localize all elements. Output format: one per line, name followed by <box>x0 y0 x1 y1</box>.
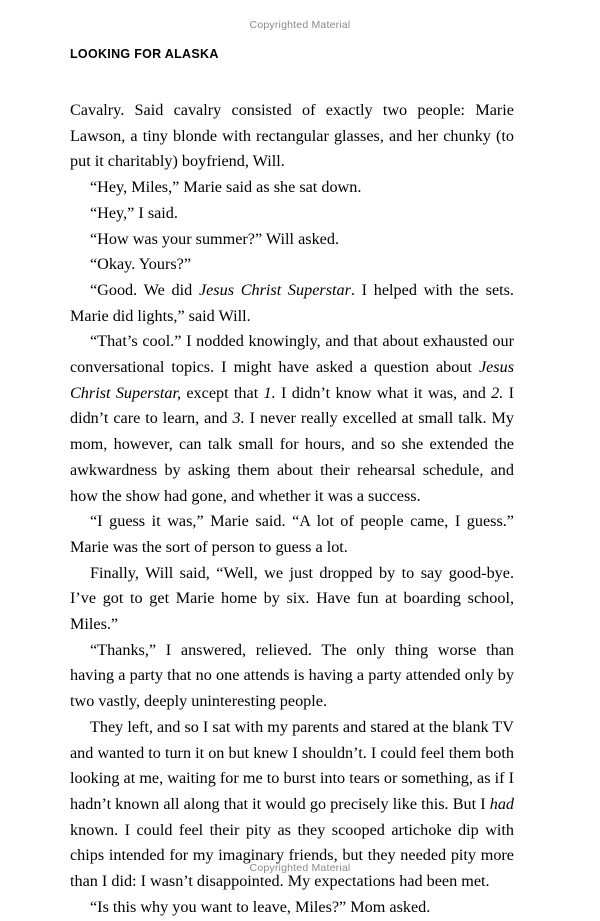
italic-run: 2. <box>491 383 504 402</box>
body-paragraph <box>70 329 514 509</box>
body-paragraph <box>70 638 514 715</box>
italic-run: Jesus Christ Superstar, <box>70 358 514 402</box>
text-run: “Hey, Miles,” Marie said as she sat down. <box>90 178 362 197</box>
page-body-text <box>70 98 514 921</box>
text-run: “Thanks,” I answered, relieved. The only thing worse than having a party that no one attends is having a party attended only by two vastly, deeply uninteresting people. <box>70 640 514 711</box>
body-paragraph <box>70 252 514 278</box>
italic-run: 3. <box>232 409 245 428</box>
text-run: “That’s cool.” I nodded knowingly, and that about exhausted our conversational topics. I might have asked a question about <box>70 332 514 377</box>
text-run: “Hey,” I said. <box>90 203 178 222</box>
body-paragraph <box>70 278 514 329</box>
text-run: Finally, Will said, “Well, we just dropped by to say good-bye. I’ve got to get Marie home by six. Have fun at boarding school, Miles.” <box>70 563 514 634</box>
text-run: “Okay. Yours?” <box>90 255 192 274</box>
body-paragraph <box>70 201 514 227</box>
running-head-title: LOOKING FOR ALASKA <box>70 47 219 61</box>
body-paragraph <box>70 227 514 253</box>
text-run: known. I could feel their pity as they scooped artichoke dip with chips intended for my imaginary friends, but they needed pity more than I did: I wasn’t disappointed. My expectations had been met. <box>70 820 514 891</box>
body-paragraph <box>70 509 514 560</box>
text-run: They left, and so I sat with my parents and stared at the blank TV and wanted to turn it on but knew I shouldn’t. I could feel them both looking at me, waiting for me to burst into tears or something, as if I hadn’t known all along that it would go precisely like this. But I <box>70 717 514 813</box>
text-run: “Is this why you want to leave, Miles?” Mom asked. <box>90 897 431 916</box>
body-paragraph <box>70 175 514 201</box>
text-run: I didn’t care to learn, and <box>70 383 515 428</box>
body-paragraph <box>70 895 514 921</box>
copyright-watermark-top: Copyrighted Material <box>249 19 351 31</box>
text-run: . I helped with the sets. Marie did lights,” said Will. <box>70 280 514 325</box>
text-run: Cavalry. Said cavalry consisted of exactly two people: Marie Lawson, a tiny blonde with rectangular glasses, and her chunky (to put it charitably) boyfriend, Will. <box>70 101 514 171</box>
text-run: I didn’t know what it was, and <box>275 383 492 402</box>
body-paragraph <box>70 561 514 638</box>
italic-run: had <box>489 794 514 813</box>
copyright-watermark-bottom: Copyrighted Material <box>249 862 351 874</box>
text-run: “I guess it was,” Marie said. “A lot of people came, I guess.” Marie was the sort of person to guess a lot. <box>70 512 514 556</box>
text-run: except that <box>181 383 264 402</box>
italic-run: 1. <box>263 383 276 402</box>
text-run: I never really excelled at small talk. My mom, however, can talk small for hours, and so she extended the awkwardness by asking them about their rehearsal schedule, and how the show had gone, and whether it was a success. <box>70 409 515 505</box>
italic-run: Jesus Christ Superstar <box>198 280 351 299</box>
body-paragraph <box>70 98 514 175</box>
text-run: “Good. We did <box>90 280 199 299</box>
text-run: “How was your summer?” Will asked. <box>90 229 339 248</box>
